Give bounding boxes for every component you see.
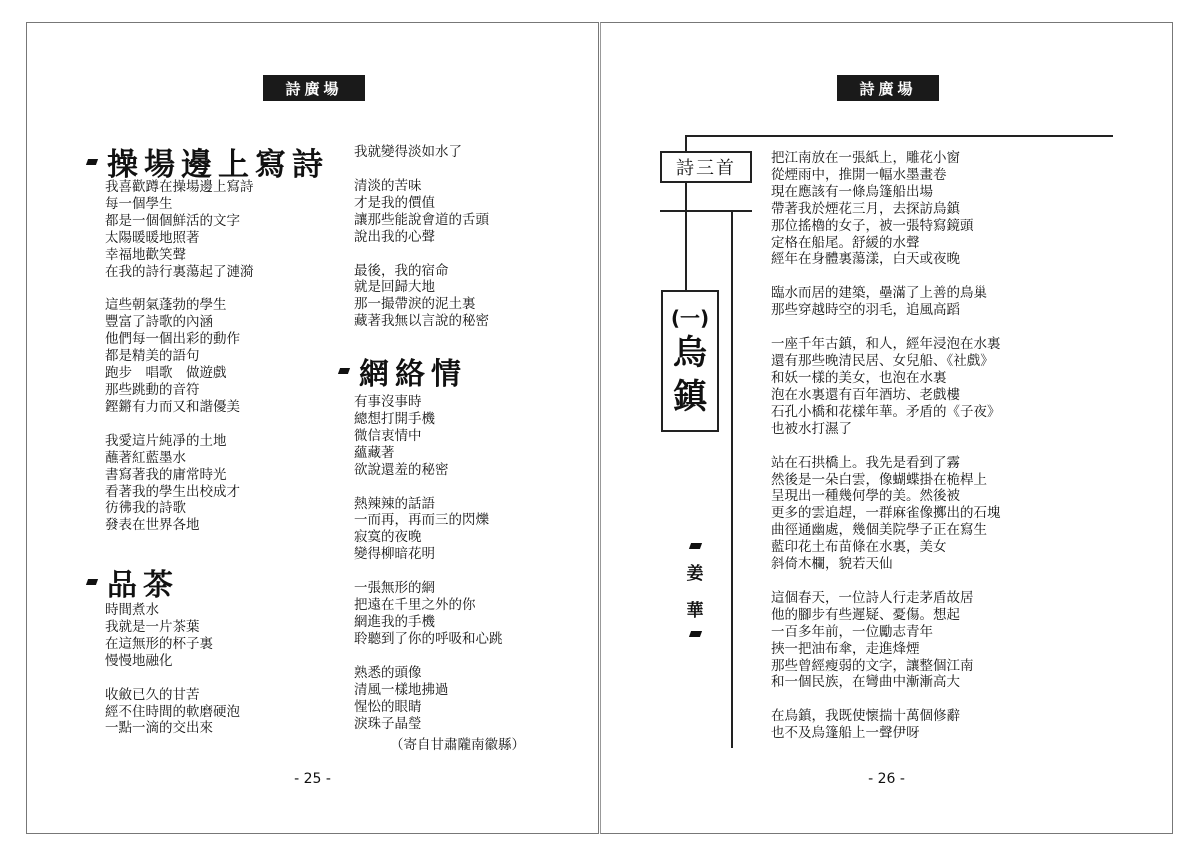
poem-line: 和一個民族，在彎曲中漸漸高大 xyxy=(771,674,960,691)
stanza xyxy=(771,708,1001,742)
poem-line: 藏著我無以言說的秘密 xyxy=(354,313,489,330)
poem-line: 都是精美的語句 xyxy=(105,348,200,365)
stanza xyxy=(771,455,1001,573)
author-char-1: 姜 xyxy=(686,564,704,584)
page-number-right: - 26 - xyxy=(868,771,905,787)
poem-line: 從煙雨中，推開一幅水墨畫卷 xyxy=(771,166,947,183)
poem-line: 跑步 唱歌 做遊戲 xyxy=(105,365,227,382)
poem-line: 那位搖櫓的女子，被一張特寫鏡頭 xyxy=(771,217,974,234)
poem-line: 在這無形的杯子裏 xyxy=(105,635,213,652)
poem2-body-col2 xyxy=(354,144,489,347)
stanza xyxy=(354,178,489,246)
poem-line: 看著我的學生出校成才 xyxy=(105,483,240,500)
right-page xyxy=(600,22,1173,834)
series-label: 詩三首 xyxy=(660,151,752,183)
title-mark-icon xyxy=(86,159,98,165)
poem-line: 和妖一樣的美女，也泡在水裏 xyxy=(771,369,947,386)
poem-line: 一點一滴的交出來 xyxy=(105,720,213,737)
poem-line: 發表在世界各地 xyxy=(105,517,200,534)
poem-line: 熱辣辣的話語 xyxy=(354,495,435,512)
poem-line: 微信衷情中 xyxy=(354,427,422,444)
stanza xyxy=(354,496,503,564)
label-rule xyxy=(660,210,752,212)
stanza xyxy=(105,687,240,738)
poem-line: 才是我的價值 xyxy=(354,194,435,211)
poem-line: 定格在船尾。舒緩的水聲 xyxy=(771,234,920,251)
subtitle-char-1: 烏 xyxy=(673,333,707,373)
poem-line: 幸福地歡笑聲 xyxy=(105,246,186,263)
poem-line: 那些穿越時空的羽毛，追風高蹈 xyxy=(771,302,960,319)
poem-line: 經年在身體裏蕩漾，白天或夜晚 xyxy=(771,251,960,268)
poem-line: 清淡的苦味 xyxy=(354,177,422,194)
poem2-title xyxy=(87,560,179,604)
poem-line: 一百多年前，一位勵志青年 xyxy=(771,623,933,640)
title-mark-icon xyxy=(86,579,98,585)
author-char-2: 華 xyxy=(686,601,704,621)
poem-line: 呈現出一種幾何學的美。然後被 xyxy=(771,488,960,505)
poem-line: 把江南放在一張紙上，雕花小窗 xyxy=(771,150,960,166)
poem-line: 太陽暖暖地照著 xyxy=(105,229,200,246)
stanza xyxy=(354,144,489,161)
stanza xyxy=(105,602,240,670)
stanza xyxy=(105,297,254,415)
poem1-title-text: 操場邊上寫詩 xyxy=(107,147,329,183)
poem-line: 還有那些晚清民居、女兒船、《社戲》 xyxy=(771,353,994,370)
poem1-title xyxy=(87,139,329,184)
poem-line: 最後，我的宿命 xyxy=(354,262,449,279)
poem-line: 斜倚木欄，貌若天仙 xyxy=(771,556,893,573)
poem-line: 他的腳步有些遲疑、憂傷。想起 xyxy=(771,606,960,623)
poem-line: 這些朝氣蓬勃的學生 xyxy=(105,297,227,314)
poem-line: 總想打開手機 xyxy=(354,410,435,427)
poem3-title-text: 網絡情 xyxy=(359,357,467,392)
poem2-title-text: 品茶 xyxy=(107,568,179,603)
poem3-signature: （寄自甘肅隴南徽縣） xyxy=(390,737,525,753)
poem-line: 蘊藏著 xyxy=(354,444,395,461)
poem-line: 站在石拱橋上。我先是看到了霧 xyxy=(771,454,960,471)
poem-line: 石孔小橋和花樣年華。矛盾的《子夜》 xyxy=(771,403,1001,420)
poem-line: 聆聽到了你的呼吸和心跳 xyxy=(354,630,503,647)
poem-line: 淚珠子晶瑩 xyxy=(354,715,422,732)
poem-line: 我就變得淡如水了 xyxy=(354,144,462,160)
subtitle-number: (一) xyxy=(670,306,710,330)
stanza xyxy=(771,150,1001,268)
poem2-body-col1 xyxy=(105,602,240,754)
poem-line: 每一個學生 xyxy=(105,195,173,212)
poem-line: 豐富了詩歌的內涵 xyxy=(105,314,213,331)
poem-line: 臨水而居的建築，壘滿了上善的鳥巢 xyxy=(771,285,987,302)
poem-line: 網進我的手機 xyxy=(354,613,435,630)
poem-line: 寂寞的夜晚 xyxy=(354,529,422,546)
poem-line: 一座千年古鎮，和人，經年浸泡在水裏 xyxy=(771,336,1001,353)
poem-line: 帶著我於煙花三月，去探訪烏鎮 xyxy=(771,200,960,217)
poem-line: 泡在水裏還有百年酒坊、老戲樓 xyxy=(771,386,960,403)
poem-line: 我喜歡蹲在操場邊上寫詩 xyxy=(105,179,254,195)
poem-line: 收斂已久的甘苦 xyxy=(105,686,200,703)
poem-line: 我愛這片純凈的土地 xyxy=(105,432,227,449)
author-vertical xyxy=(685,539,705,641)
poem-line: 熟悉的頭像 xyxy=(354,664,422,681)
poem-line: 這個春天，一位詩人行走茅盾故居 xyxy=(771,589,974,606)
poem-line: 鏗鏘有力而又和諧優美 xyxy=(105,398,240,415)
poem-line: 惺忪的眼睛 xyxy=(354,698,422,715)
poem-line: 也被水打濕了 xyxy=(771,420,852,437)
stanza xyxy=(354,263,489,331)
stanza xyxy=(105,179,254,280)
poem-line: 變得柳暗花明 xyxy=(354,546,435,563)
right-header: 詩廣場 xyxy=(837,75,939,101)
page-number-left: - 25 - xyxy=(294,771,331,787)
poem-line: 我就是一片茶葉 xyxy=(105,618,200,635)
poem-line: 一張無形的網 xyxy=(354,580,435,597)
poem-line: 說出我的心聲 xyxy=(354,228,435,245)
left-page xyxy=(26,22,599,834)
poem-line: 在烏鎮，我既使懷揣十萬個修辭 xyxy=(771,708,960,725)
author-mark-icon xyxy=(688,543,701,549)
poem-line: 也不及烏篷船上一聲伊呀 xyxy=(771,725,920,742)
poem-line: 書寫著我的庸常時光 xyxy=(105,466,227,483)
wuzhen-poem-body xyxy=(771,150,1001,759)
poem-line: 他們每一個出彩的動作 xyxy=(105,331,240,348)
stanza xyxy=(771,336,1001,437)
poem-line: 一而再，再而三的閃爍 xyxy=(354,512,489,529)
poem3-title xyxy=(339,349,467,393)
poem-line: 挾一把油布傘，走進烽煙 xyxy=(771,640,920,657)
poem-line: 把遠在千里之外的你 xyxy=(354,597,476,614)
vertical-rule xyxy=(731,210,733,748)
poem-line: 那些跳動的音符 xyxy=(105,381,200,398)
subtitle-char-2: 鎮 xyxy=(673,377,707,417)
stanza xyxy=(354,580,503,648)
poem-line: 有事沒事時 xyxy=(354,394,422,410)
poem-line: 時間煮水 xyxy=(105,602,159,618)
poem-line: 讓那些能說會道的舌頭 xyxy=(354,211,489,228)
poem-line: 蘸著紅藍墨水 xyxy=(105,449,186,466)
poem-line: 經不住時間的軟磨硬泡 xyxy=(105,703,240,720)
poem-line: 彷彿我的詩歌 xyxy=(105,500,186,517)
stanza xyxy=(771,285,1001,319)
poem-line: 都是一個個鮮活的文字 xyxy=(105,212,240,229)
poem-line: 藍印花土布苗條在水裏，美女 xyxy=(771,539,947,556)
stanza xyxy=(354,665,503,733)
poem-line: 更多的雲追趕，一群麻雀像擲出的石塊 xyxy=(771,505,1001,522)
poem-line: 現在應該有一條烏篷船出場 xyxy=(771,183,933,200)
stanza xyxy=(354,394,503,479)
poem-line: 然後是一朵白雲，像蝴蝶掛在桅桿上 xyxy=(771,471,987,488)
poem-line: 那些曾經瘦弱的文字，讓整個江南 xyxy=(771,657,974,674)
author-mark-icon xyxy=(688,631,701,637)
poem-line: 清風一樣地拂過 xyxy=(354,681,449,698)
top-rule xyxy=(685,135,1113,137)
poem-line: 就是回歸大地 xyxy=(354,279,435,296)
subtitle-box xyxy=(661,290,719,432)
poem3-body xyxy=(354,394,503,749)
title-mark-icon xyxy=(338,368,350,374)
poem-line: 慢慢地融化 xyxy=(105,652,173,669)
poem-line: 欲說還羞的秘密 xyxy=(354,461,449,478)
left-header: 詩廣場 xyxy=(263,75,365,101)
poem-line: 在我的詩行裏蕩起了漣漪 xyxy=(105,263,254,280)
poem-line: 那一撮帶淚的泥土裏 xyxy=(354,296,476,313)
poem-line: 曲徑通幽處，幾個美院學子正在寫生 xyxy=(771,522,987,539)
stanza xyxy=(105,433,254,534)
poem1-body xyxy=(105,179,254,551)
stanza xyxy=(771,590,1001,691)
